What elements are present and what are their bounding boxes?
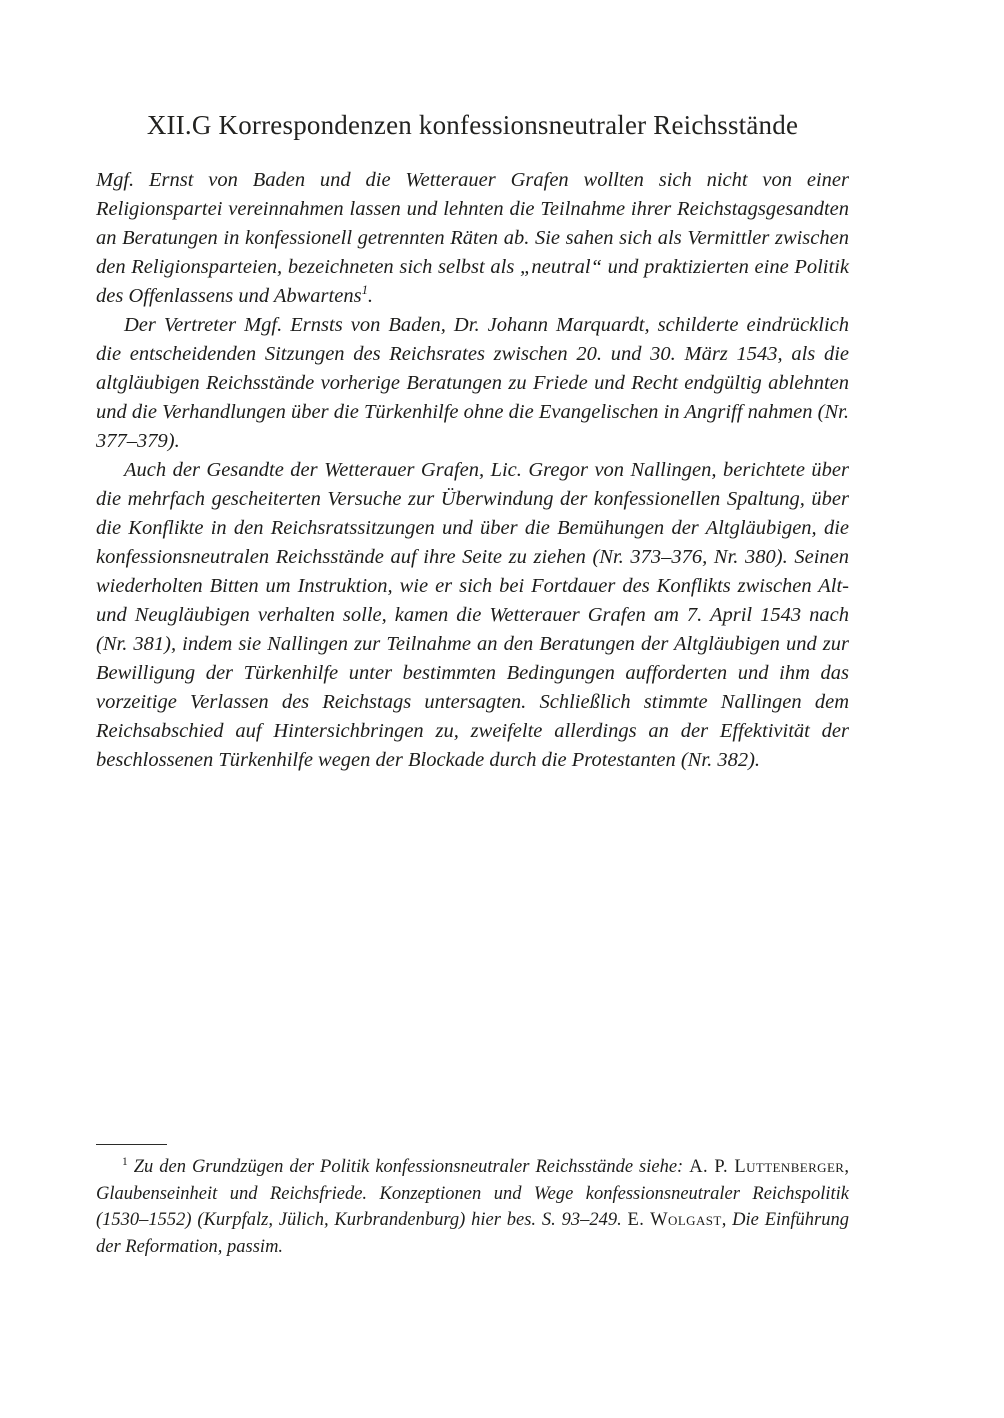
footnote-work-luttenberger: Glaubenseinheit und Reichsfriede. Konzeptionen und Wege konfessionsneutraler Reichspolitik (1530–1552) (Kurpfalz, Jülich, Kurbrandenburg) hier bes. S. 93–249. [96,1183,849,1230]
footnote-marker: 1 [122,1155,128,1168]
footnote-separator-2: , [721,1210,733,1230]
footnote-ref-1: 1 [361,283,368,298]
footnote-author-luttenberger: A. P. Luttenberger [689,1157,845,1177]
paragraph-1 [96,166,849,311]
footnote-author-wolgast: E. Wolgast [627,1210,722,1230]
paragraph-1-end: . [367,285,374,307]
footnote-1 [96,1154,849,1260]
footnote-rule [96,1144,167,1145]
paragraph-3: Auch der Gesandte der Wetterauer Grafen, Lic. Gregor von Nallingen, berichtete über die mehrfach gescheiterten Versuche zur Überwindung der konfessionellen Spaltung, über die Konflikte in den Reichsratssitzungen und über die Bemühungen der Altgläubigen, die konfessionsneutralen Reichsstände auf ihre Seite zu ziehen (Nr. 373–376, Nr. 380). Seinen wiederholten Bitten um Instruktion, wie er sich bei Fortdauer des Konflikts zwischen Alt- und Neugläubigen verhalten solle, kamen die Wetterauer Grafen am 7. April 1543 nach (Nr. 381), indem sie Nallingen zur Teilnahme an den Beratungen der Altgläubigen und zur Bewilligung der Türkenhilfe unter bestimmten Bedingungen aufforderten und ihm das vorzeitige Verlassen des Reichstags untersagten. Schließlich stimmte Nallingen dem Reichsabschied auf Hintersichbringen zu, zweifelte allerdings an der Effektivität der beschlossenen Türkenhilfe wegen der Blockade durch die Protestanten (Nr. 382). [96,459,849,771]
footnote-separator: , [844,1157,849,1177]
paragraph-1-text: Mgf. Ernst von Baden und die Wetterauer Grafen wollten sich nicht von einer Religionspartei vereinnahmen lassen und lehnten die Teilnahme ihrer Reichstagsgesandten an Beratungen in konfessionell getrennten Räten ab. Sie sahen sich als Vermittler zwischen den Religionsparteien, bezeichneten sich selbst als „neutral“ und praktizierten eine Politik des Offenlassens und Abwartens [96,169,849,307]
page-content [96,110,849,775]
section-heading: XII.G Korrespondenzen konfessionsneutraler Reichsstände [146,110,799,140]
footnote-work-wolgast: Die Einführung der Reformation, passim. [96,1210,849,1257]
footnote-section [96,1144,849,1260]
paragraph-2: Der Vertreter Mgf. Ernsts von Baden, Dr. Johann Marquardt, schilderte eindrücklich die entscheidenden Sitzungen des Reichsrates zwischen 20. und 30. März 1543, als die altgläubigen Reichsstände vorherige Beratungen zu Friede und Recht endgültig ablehnten und die Verhandlungen über die Türkenhilfe ohne die Evangelischen in Angriff nahmen (Nr. 377–379). [96,314,849,452]
footnote-intro: Zu den Grundzügen der Politik konfessionsneutraler Reichsstände siehe: [133,1157,690,1177]
